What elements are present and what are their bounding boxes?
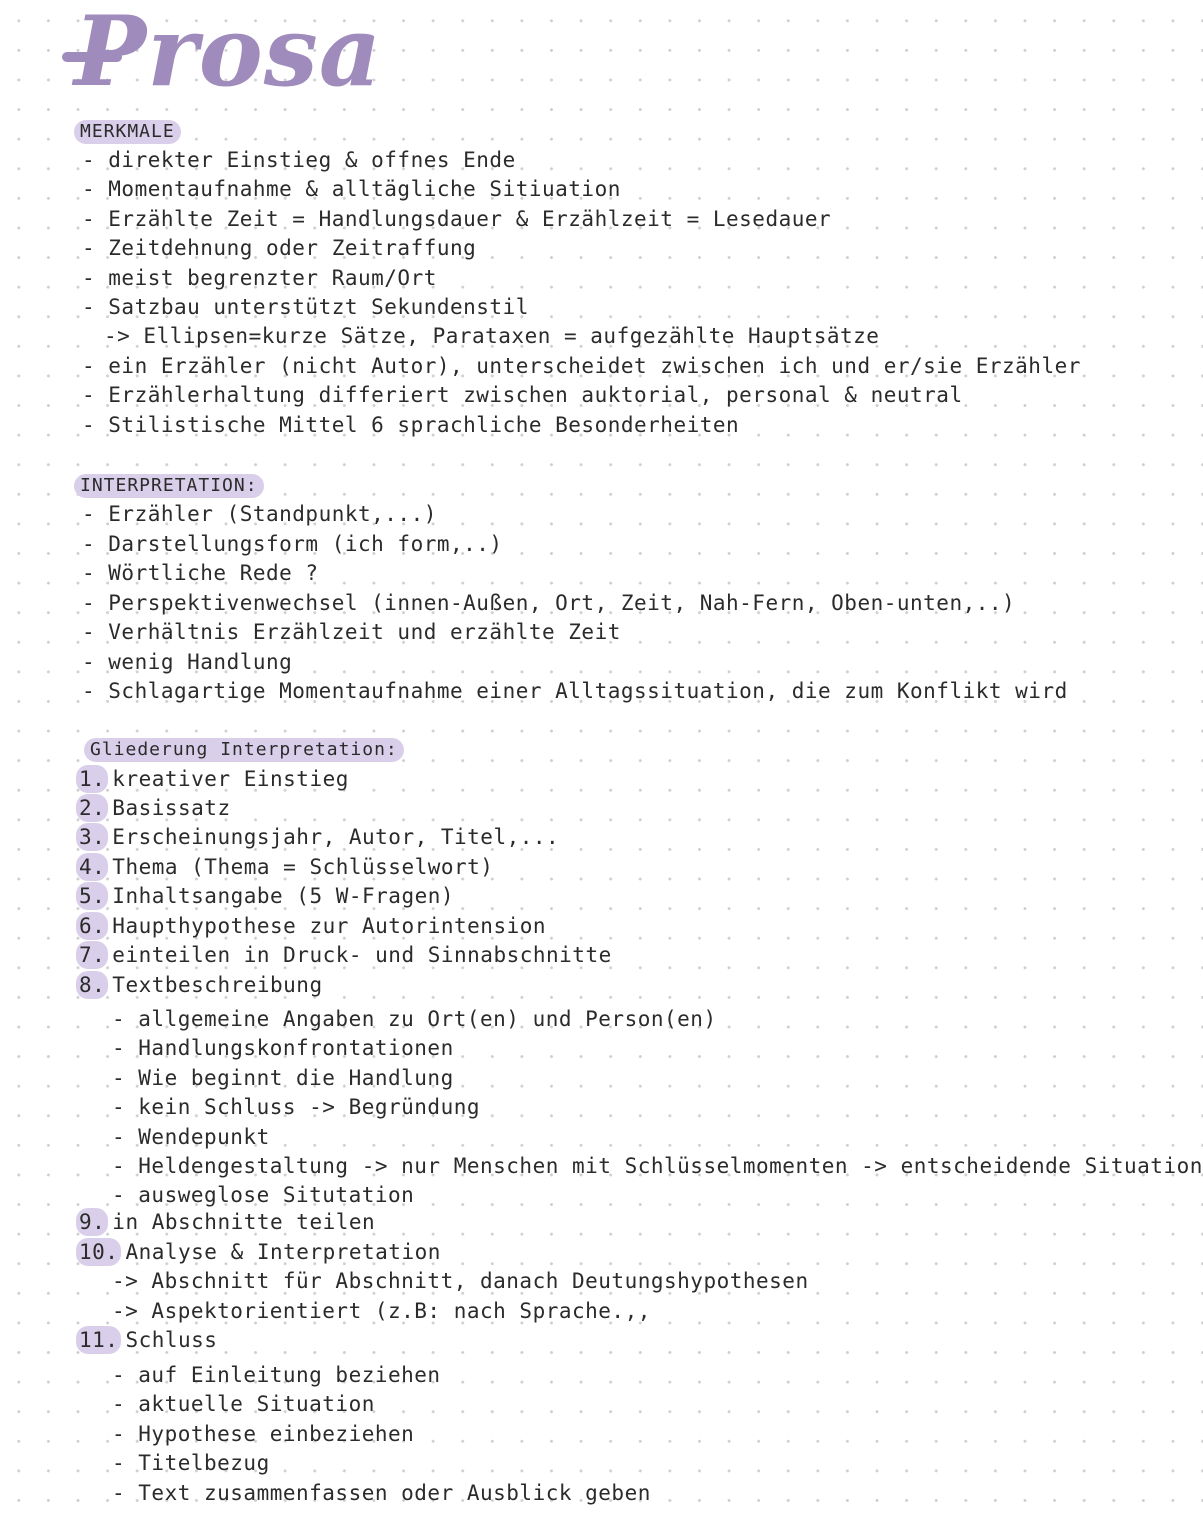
step-number: 4.	[76, 853, 108, 881]
page-title: Prosa	[74, 0, 383, 108]
step-text: Textbeschreibung	[112, 973, 323, 997]
interpretation-heading: INTERPRETATION:	[74, 474, 264, 498]
step-text: in Abschnitte teilen	[112, 1210, 376, 1234]
step-number: 6.	[76, 912, 108, 940]
list-item: - auf Einleitung beziehen	[112, 1363, 441, 1387]
step-1	[76, 765, 349, 793]
step-2	[76, 794, 231, 822]
step-text: Erscheinungsjahr, Autor, Titel,...	[112, 825, 560, 849]
list-item: - Erzähler (Standpunkt,...)	[82, 502, 437, 526]
step-8	[76, 971, 323, 999]
list-item: - wenig Handlung	[82, 650, 293, 674]
list-item: - aktuelle Situation	[112, 1392, 375, 1416]
step-text: Basissatz	[112, 796, 231, 820]
list-item: - Stilistische Mittel 6 sprachliche Besonderheiten	[82, 413, 740, 437]
step-number: 3.	[76, 823, 108, 851]
list-item: - allgemeine Angaben zu Ort(en) und Person(en)	[112, 1007, 717, 1031]
list-item: - ausweglose Situtation	[112, 1183, 415, 1207]
step-number: 2.	[76, 794, 108, 822]
list-item: - meist begrenzter Raum/Ort	[82, 266, 437, 290]
list-item: - Handlungskonfrontationen	[112, 1036, 454, 1060]
step-text: kreativer Einstieg	[112, 767, 349, 791]
list-item: - Satzbau unterstützt Sekundenstil	[82, 295, 529, 319]
list-item: - Verhältnis Erzählzeit und erzählte Zeit	[82, 620, 621, 644]
step-4	[76, 853, 493, 881]
list-item: - Titelbezug	[112, 1451, 270, 1475]
list-item: - Perspektivenwechsel (innen-Außen, Ort, Zeit, Nah-Fern, Oben-unten,..)	[82, 591, 1016, 615]
step-9	[76, 1208, 375, 1236]
list-item: -> Aspektorientiert (z.B: nach Sprache.,,	[112, 1299, 651, 1323]
step-number: 8.	[76, 971, 108, 999]
list-item: - Wörtliche Rede ?	[82, 561, 319, 585]
step-text: Thema (Thema = Schlüsselwort)	[112, 855, 494, 879]
list-item: - kein Schluss -> Begründung	[112, 1095, 481, 1119]
step-number: 11.	[76, 1326, 121, 1354]
step-text: einteilen in Druck- und Sinnabschnitte	[112, 943, 612, 967]
step-6	[76, 912, 546, 940]
list-item: - Zeitdehnung oder Zeitraffung	[82, 236, 477, 260]
step-number: 5.	[76, 882, 108, 910]
gliederung-heading: Gliederung Interpretation:	[84, 738, 404, 762]
list-item: - Erzählte Zeit = Handlungsdauer & Erzählzeit = Lesedauer	[82, 207, 832, 231]
step-text: Schluss	[125, 1328, 218, 1352]
merkmale-heading: MERKMALE	[74, 120, 181, 144]
step-7	[76, 941, 612, 969]
step-text: Analyse & Interpretation	[125, 1240, 441, 1264]
step-3	[76, 823, 559, 851]
step-10	[76, 1238, 441, 1266]
list-item: - Text zusammenfassen oder Ausblick geben	[112, 1481, 651, 1505]
list-item: - ein Erzähler (nicht Autor), unterscheidet zwischen ich und er/sie Erzähler	[82, 354, 1081, 378]
step-number: 1.	[76, 765, 108, 793]
list-item: - Hypothese einbeziehen	[112, 1422, 415, 1446]
step-11	[76, 1326, 217, 1354]
list-item: - Wendepunkt	[112, 1125, 270, 1149]
list-item: - direkter Einstieg & offnes Ende	[82, 148, 516, 172]
list-item: - Momentaufnahme & alltägliche Sitiuation	[82, 177, 621, 201]
step-text: Haupthypothese zur Autorintension	[112, 914, 547, 938]
list-item: - Heldengestaltung -> nur Menschen mit Schlüsselmomenten -> entscheidende Situation	[112, 1154, 1203, 1178]
step-number: 10.	[76, 1238, 121, 1266]
step-number: 9.	[76, 1208, 108, 1236]
step-text: Inhaltsangabe (5 W-Fragen)	[112, 884, 455, 908]
step-number: 7.	[76, 941, 108, 969]
list-item: - Darstellungsform (ich form,..)	[82, 532, 503, 556]
list-item: - Schlagartige Momentaufnahme einer Alltagssituation, die zum Konflikt wird	[82, 679, 1068, 703]
list-item: -> Ellipsen=kurze Sätze, Parataxen = aufgezählte Hauptsätze	[104, 324, 880, 348]
list-item: -> Abschnitt für Abschnitt, danach Deutungshypothesen	[112, 1269, 809, 1293]
step-5	[76, 882, 454, 910]
list-item: - Wie beginnt die Handlung	[112, 1066, 454, 1090]
list-item: - Erzählerhaltung differiert zwischen auktorial, personal & neutral	[82, 383, 963, 407]
